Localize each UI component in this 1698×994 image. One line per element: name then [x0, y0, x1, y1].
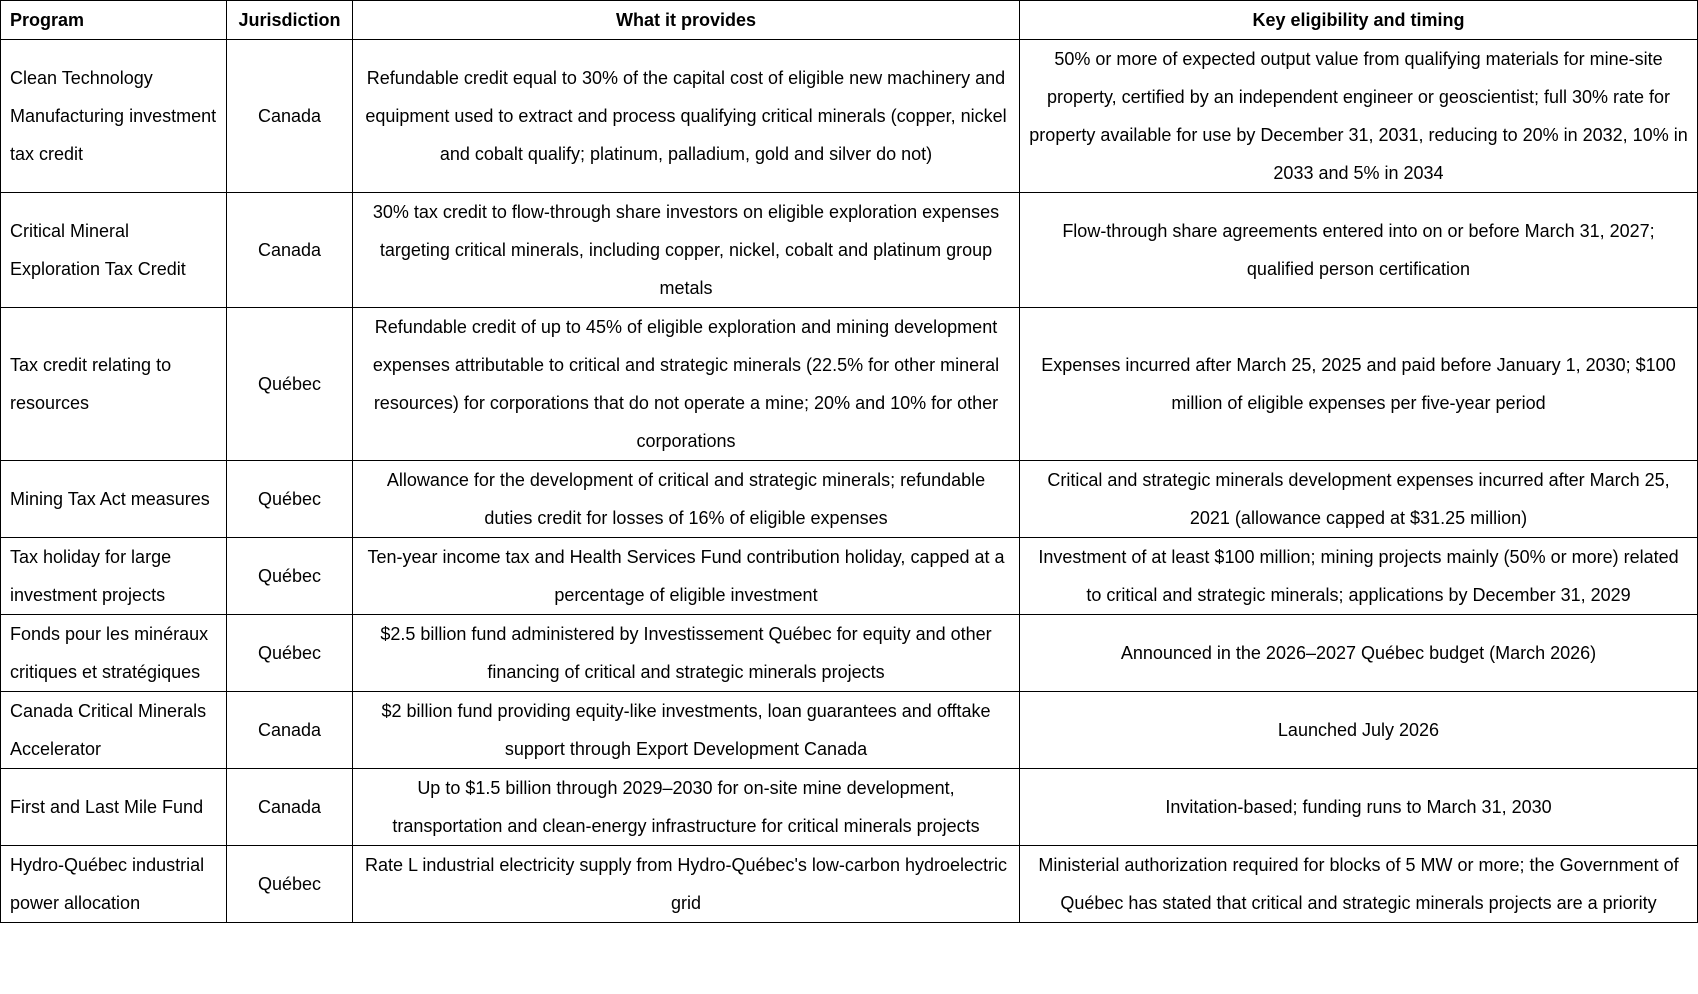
provides-cell: Up to $1.5 billion through 2029–2030 for on-site mine development, transportation and clean-energy infrastructure for critical minerals projects: [353, 769, 1020, 846]
eligibility-cell: Investment of at least $100 million; mining projects mainly (50% or more) related to critical and strategic minerals; applications by December 31, 2029: [1020, 538, 1698, 615]
provides-cell: Rate L industrial electricity supply from Hydro-Québec's low-carbon hydroelectric grid: [353, 846, 1020, 923]
provides-cell: Allowance for the development of critical and strategic minerals; refundable duties credit for losses of 16% of eligible expenses: [353, 461, 1020, 538]
header-what-it-provides: What it provides: [353, 1, 1020, 40]
program-cell: Mining Tax Act measures: [1, 461, 227, 538]
provides-cell: Refundable credit equal to 30% of the capital cost of eligible new machinery and equipment used to extract and process qualifying critical minerals (copper, nickel and cobalt qualify; platinum, palladium, gold and silver do not): [353, 40, 1020, 193]
program-cell: Canada Critical Minerals Accelerator: [1, 692, 227, 769]
table-row: [1, 538, 1698, 615]
provides-cell: $2.5 billion fund administered by Investissement Québec for equity and other financing of critical and strategic minerals projects: [353, 615, 1020, 692]
jurisdiction-cell: Canada: [227, 40, 353, 193]
jurisdiction-cell: Québec: [227, 308, 353, 461]
header-program: Program: [1, 1, 227, 40]
provides-cell: 30% tax credit to flow-through share investors on eligible exploration expenses targeting critical minerals, including copper, nickel, cobalt and platinum group metals: [353, 193, 1020, 308]
table-row: [1, 461, 1698, 538]
table-row: [1, 308, 1698, 461]
program-cell: First and Last Mile Fund: [1, 769, 227, 846]
table-row: [1, 769, 1698, 846]
table-row: [1, 615, 1698, 692]
table-row: [1, 846, 1698, 923]
eligibility-cell: Critical and strategic minerals development expenses incurred after March 25, 2021 (allowance capped at $31.25 million): [1020, 461, 1698, 538]
provides-cell: Ten-year income tax and Health Services Fund contribution holiday, capped at a percentage of eligible investment: [353, 538, 1020, 615]
eligibility-cell: Launched July 2026: [1020, 692, 1698, 769]
program-cell: Tax holiday for large investment projects: [1, 538, 227, 615]
provides-cell: Refundable credit of up to 45% of eligible exploration and mining development expenses attributable to critical and strategic minerals (22.5% for other mineral resources) for corporations that do not operate a mine; 20% and 10% for other corporations: [353, 308, 1020, 461]
header-key-eligibility: Key eligibility and timing: [1020, 1, 1698, 40]
header-jurisdiction: Jurisdiction: [227, 1, 353, 40]
jurisdiction-cell: Canada: [227, 692, 353, 769]
program-cell: Clean Technology Manufacturing investment tax credit: [1, 40, 227, 193]
eligibility-cell: Ministerial authorization required for blocks of 5 MW or more; the Government of Québec has stated that critical and strategic minerals projects are a priority: [1020, 846, 1698, 923]
jurisdiction-cell: Canada: [227, 769, 353, 846]
eligibility-cell: Announced in the 2026–2027 Québec budget (March 2026): [1020, 615, 1698, 692]
program-cell: Critical Mineral Exploration Tax Credit: [1, 193, 227, 308]
jurisdiction-cell: Québec: [227, 846, 353, 923]
program-cell: Fonds pour les minéraux critiques et stratégiques: [1, 615, 227, 692]
jurisdiction-cell: Québec: [227, 538, 353, 615]
table-row: [1, 40, 1698, 193]
eligibility-cell: Invitation-based; funding runs to March 31, 2030: [1020, 769, 1698, 846]
table-row: [1, 193, 1698, 308]
jurisdiction-cell: Canada: [227, 193, 353, 308]
table-row: [1, 692, 1698, 769]
jurisdiction-cell: Québec: [227, 615, 353, 692]
eligibility-cell: Flow-through share agreements entered into on or before March 31, 2027; qualified person certification: [1020, 193, 1698, 308]
jurisdiction-cell: Québec: [227, 461, 353, 538]
program-cell: Tax credit relating to resources: [1, 308, 227, 461]
eligibility-cell: 50% or more of expected output value from qualifying materials for mine-site property, certified by an independent engineer or geoscientist; full 30% rate for property available for use by December 31, 2031, reducing to 20% in 2032, 10% in 2033 and 5% in 2034: [1020, 40, 1698, 193]
eligibility-cell: Expenses incurred after March 25, 2025 and paid before January 1, 2030; $100 million of eligible expenses per five-year period: [1020, 308, 1698, 461]
program-cell: Hydro-Québec industrial power allocation: [1, 846, 227, 923]
table-header-row: [1, 1, 1698, 40]
provides-cell: $2 billion fund providing equity-like investments, loan guarantees and offtake support through Export Development Canada: [353, 692, 1020, 769]
